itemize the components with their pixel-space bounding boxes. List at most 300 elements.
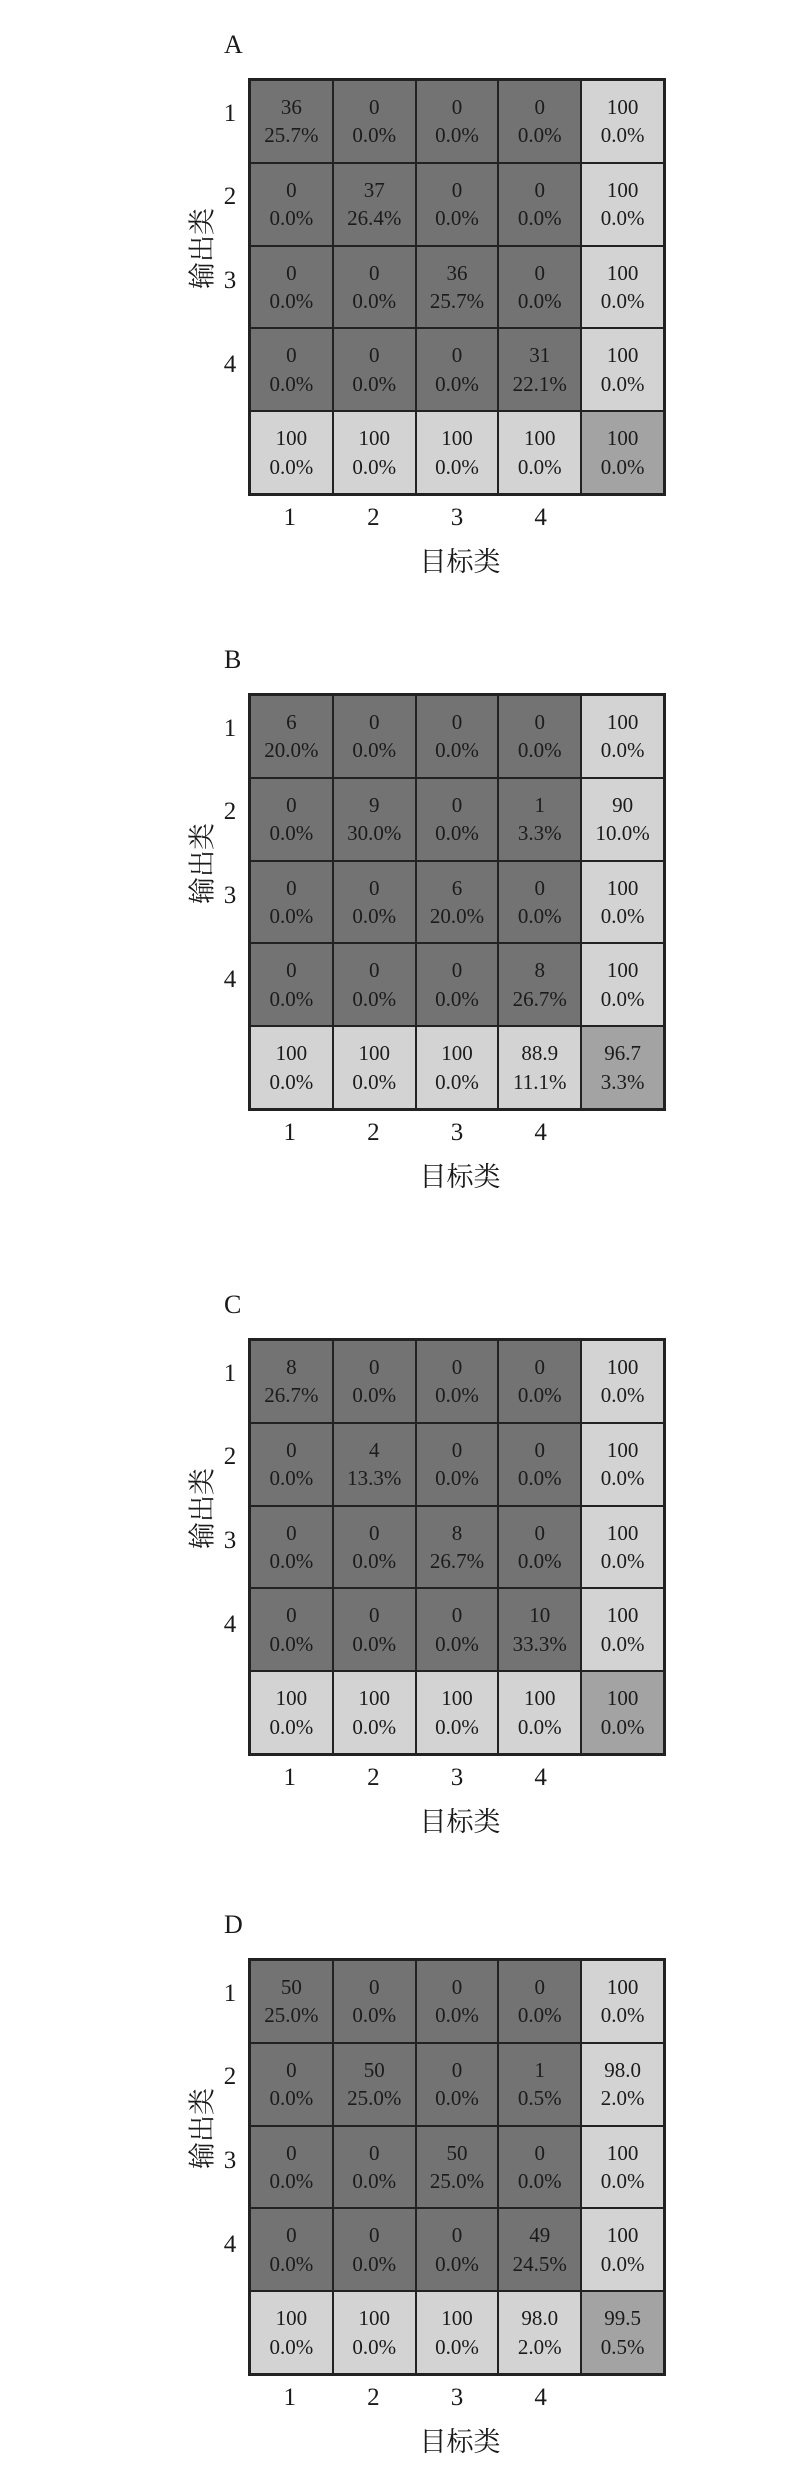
matrix-cell bbox=[416, 943, 499, 1026]
cell-percent: 22.1% bbox=[512, 371, 567, 396]
cell-percent: 0.0% bbox=[269, 206, 314, 231]
cell-percent: 0.0% bbox=[435, 2251, 479, 2276]
cell-percent: 0.0% bbox=[435, 1383, 479, 1408]
matrix-cell bbox=[333, 943, 416, 1026]
matrix-cell bbox=[581, 80, 664, 163]
cell-count: 100 bbox=[606, 1975, 639, 2000]
cell-percent: 0.0% bbox=[269, 986, 314, 1011]
matrix-cell bbox=[581, 246, 664, 329]
cell-count: 10 bbox=[529, 1603, 551, 1628]
cell-count: 4 bbox=[368, 1437, 380, 1462]
matrix-panel-c bbox=[0, 1290, 790, 1850]
cell-count: 100 bbox=[275, 1041, 308, 1066]
cell-percent: 0.0% bbox=[435, 371, 479, 396]
cell-count: 6 bbox=[286, 710, 297, 735]
cell-percent: 0.0% bbox=[269, 454, 314, 479]
cell-count: 0 bbox=[286, 2140, 297, 2165]
matrix-cell bbox=[416, 2043, 499, 2126]
cell-percent: 0.0% bbox=[269, 821, 314, 846]
matrix-cell bbox=[498, 861, 581, 944]
cell-count: 100 bbox=[358, 2306, 390, 2331]
confusion-matrix-grid bbox=[248, 78, 666, 496]
cell-percent: 0.0% bbox=[352, 903, 397, 928]
matrix-cell bbox=[250, 2291, 333, 2374]
cell-count: 1 bbox=[534, 792, 546, 817]
matrix-cell bbox=[498, 411, 581, 494]
cell-count: 100 bbox=[606, 1520, 639, 1545]
cell-percent: 0.0% bbox=[600, 2003, 645, 2028]
matrix-cell bbox=[333, 328, 416, 411]
matrix-cell bbox=[581, 778, 664, 861]
matrix-cell bbox=[250, 80, 333, 163]
matrix-cell bbox=[250, 1423, 333, 1506]
matrix-cell bbox=[416, 2208, 499, 2291]
cell-percent: 25.0% bbox=[429, 2168, 485, 2193]
cell-count: 31 bbox=[529, 343, 551, 368]
cell-percent: 0.0% bbox=[352, 2003, 397, 2028]
panel-letter: A bbox=[224, 30, 243, 59]
cell-percent: 0.0% bbox=[269, 1548, 314, 1573]
cell-count: 0 bbox=[451, 710, 463, 735]
cell-count: 96.7 bbox=[604, 1041, 641, 1066]
cell-percent: 26.7% bbox=[512, 986, 567, 1011]
cell-count: 100 bbox=[606, 343, 639, 368]
matrix-cell bbox=[581, 1588, 664, 1671]
cell-percent: 3.3% bbox=[600, 1069, 645, 1094]
cell-percent: 0.0% bbox=[352, 1714, 397, 1739]
matrix-cell bbox=[333, 695, 416, 778]
cell-percent: 0.0% bbox=[435, 1069, 479, 1094]
cell-count: 100 bbox=[441, 2306, 473, 2331]
cell-percent: 26.7% bbox=[264, 1383, 319, 1408]
cell-count: 90 bbox=[612, 792, 634, 817]
matrix-cell bbox=[250, 2126, 333, 2209]
cell-percent: 0.0% bbox=[600, 903, 645, 928]
row-tick-label: 2 bbox=[223, 183, 237, 211]
matrix-cell bbox=[416, 80, 499, 163]
cell-percent: 0.5% bbox=[517, 2086, 562, 2111]
cell-count: 0 bbox=[534, 1975, 546, 2000]
cell-percent: 0.0% bbox=[352, 123, 397, 148]
matrix-cell bbox=[498, 2291, 581, 2374]
cell-percent: 0.0% bbox=[517, 1714, 562, 1739]
cell-count: 100 bbox=[275, 2306, 308, 2331]
cell-count: 0 bbox=[451, 792, 463, 817]
cell-count: 0 bbox=[368, 1603, 380, 1628]
row-tick-label: 4 bbox=[223, 2230, 237, 2258]
col-tick-label: 2 bbox=[367, 1119, 380, 1146]
cell-count: 36 bbox=[280, 95, 302, 120]
cell-percent: 0.0% bbox=[517, 288, 562, 313]
matrix-cell bbox=[333, 2208, 416, 2291]
cell-count: 100 bbox=[441, 426, 473, 451]
matrix-cell bbox=[498, 695, 581, 778]
matrix-cell bbox=[581, 163, 664, 246]
matrix-cell bbox=[250, 163, 333, 246]
matrix-cell bbox=[250, 1671, 333, 1754]
cell-percent: 0.0% bbox=[517, 903, 562, 928]
row-tick-label: 4 bbox=[223, 1610, 237, 1638]
cell-count: 100 bbox=[358, 426, 390, 451]
matrix-cell bbox=[333, 1671, 416, 1754]
matrix-cell bbox=[416, 1960, 499, 2043]
cell-count: 0 bbox=[286, 177, 297, 202]
cell-count: 98.0 bbox=[604, 2057, 641, 2082]
cell-percent: 0.0% bbox=[352, 1069, 397, 1094]
cell-count: 100 bbox=[606, 875, 639, 900]
matrix-panel-a bbox=[0, 30, 790, 590]
cell-count: 100 bbox=[606, 1686, 639, 1711]
cell-percent: 0.0% bbox=[435, 2003, 479, 2028]
cell-count: 100 bbox=[606, 1355, 639, 1380]
cell-count: 100 bbox=[441, 1686, 473, 1711]
matrix-cell bbox=[581, 695, 664, 778]
y-axis-label: 输出类 bbox=[187, 823, 218, 905]
matrix-cell bbox=[333, 163, 416, 246]
matrix-cell bbox=[250, 1026, 333, 1109]
matrix-cell bbox=[498, 246, 581, 329]
cell-count: 0 bbox=[451, 1603, 463, 1628]
matrix-cell bbox=[498, 328, 581, 411]
cell-percent: 0.0% bbox=[600, 371, 645, 396]
cell-count: 0 bbox=[368, 2223, 380, 2248]
cell-count: 50 bbox=[446, 2140, 468, 2165]
col-tick-label: 1 bbox=[283, 2384, 297, 2411]
row-tick-label: 2 bbox=[223, 1443, 237, 1471]
matrix-cell bbox=[498, 80, 581, 163]
matrix-cell bbox=[250, 1340, 333, 1423]
matrix-cell bbox=[250, 1588, 333, 1671]
cell-count: 0 bbox=[534, 1437, 546, 1462]
matrix-cell bbox=[416, 1671, 499, 1754]
cell-percent: 0.0% bbox=[269, 288, 314, 313]
cell-count: 98.0 bbox=[521, 2306, 559, 2331]
cell-count: 0 bbox=[451, 2057, 463, 2082]
matrix-cell bbox=[498, 1506, 581, 1589]
cell-count: 100 bbox=[606, 2140, 639, 2165]
cell-count: 0 bbox=[286, 958, 297, 983]
cell-count: 88.9 bbox=[521, 1041, 559, 1066]
matrix-cell bbox=[498, 943, 581, 1026]
cell-count: 0 bbox=[286, 1603, 297, 1628]
cell-percent: 0.0% bbox=[600, 2168, 645, 2193]
cell-percent: 0.0% bbox=[269, 2168, 314, 2193]
cell-percent: 26.7% bbox=[429, 1548, 485, 1573]
matrix-cell bbox=[333, 2291, 416, 2374]
cell-count: 100 bbox=[606, 710, 639, 735]
col-tick-label: 1 bbox=[283, 1119, 297, 1146]
matrix-panel-b bbox=[0, 645, 790, 1205]
cell-percent: 0.0% bbox=[435, 821, 479, 846]
cell-count: 50 bbox=[280, 1975, 302, 2000]
confusion-matrix-grid bbox=[248, 1958, 666, 2376]
matrix-cell bbox=[581, 2291, 664, 2374]
cell-percent: 0.0% bbox=[435, 454, 479, 479]
cell-percent: 0.0% bbox=[517, 2003, 562, 2028]
matrix-cell bbox=[416, 1588, 499, 1671]
cell-count: 100 bbox=[358, 1041, 390, 1066]
row-tick-label: 3 bbox=[223, 267, 237, 294]
cell-percent: 0.0% bbox=[269, 903, 314, 928]
cell-percent: 0.0% bbox=[600, 986, 645, 1011]
cell-percent: 2.0% bbox=[600, 2086, 645, 2111]
matrix-panel-d bbox=[0, 1910, 790, 2470]
row-tick-label: 2 bbox=[223, 798, 237, 826]
matrix-cell bbox=[581, 2043, 664, 2126]
cell-count: 0 bbox=[534, 1355, 546, 1380]
cell-count: 0 bbox=[286, 792, 297, 817]
cell-count: 0 bbox=[286, 875, 297, 900]
cell-percent: 20.0% bbox=[429, 903, 485, 928]
cell-percent: 24.5% bbox=[512, 2251, 567, 2276]
cell-percent: 0.0% bbox=[352, 986, 397, 1011]
cell-count: 0 bbox=[534, 710, 546, 735]
cell-percent: 0.0% bbox=[352, 2251, 397, 2276]
row-tick-label: 3 bbox=[223, 1527, 237, 1554]
cell-count: 100 bbox=[606, 95, 639, 120]
matrix-cell bbox=[333, 411, 416, 494]
matrix-cell bbox=[333, 1588, 416, 1671]
cell-percent: 2.0% bbox=[517, 2334, 562, 2359]
col-tick-label: 4 bbox=[534, 1764, 547, 1791]
cell-percent: 0.0% bbox=[435, 2334, 479, 2359]
cell-percent: 26.4% bbox=[347, 206, 402, 231]
cell-count: 0 bbox=[451, 958, 463, 983]
cell-count: 0 bbox=[368, 260, 380, 285]
matrix-cell bbox=[581, 411, 664, 494]
matrix-cell bbox=[333, 246, 416, 329]
cell-percent: 0.0% bbox=[352, 371, 397, 396]
cell-count: 100 bbox=[606, 260, 639, 285]
cell-percent: 0.0% bbox=[435, 206, 479, 231]
col-tick-label: 2 bbox=[367, 1764, 380, 1791]
cell-count: 0 bbox=[286, 343, 297, 368]
cell-count: 6 bbox=[451, 875, 463, 900]
cell-percent: 0.0% bbox=[269, 1631, 314, 1656]
cell-percent: 0.0% bbox=[600, 206, 645, 231]
cell-count: 0 bbox=[534, 95, 546, 120]
matrix-cell bbox=[333, 778, 416, 861]
cell-count: 0 bbox=[368, 710, 380, 735]
cell-percent: 0.0% bbox=[600, 454, 645, 479]
matrix-cell bbox=[416, 246, 499, 329]
cell-count: 0 bbox=[286, 1520, 297, 1545]
cell-percent: 0.0% bbox=[435, 986, 479, 1011]
cell-percent: 0.0% bbox=[517, 1466, 562, 1491]
matrix-cell bbox=[416, 1340, 499, 1423]
cell-count: 0 bbox=[368, 95, 380, 120]
cell-percent: 33.3% bbox=[512, 1631, 567, 1656]
cell-count: 0 bbox=[368, 1355, 380, 1380]
cell-percent: 25.7% bbox=[264, 123, 319, 148]
matrix-cell bbox=[581, 861, 664, 944]
matrix-cell bbox=[581, 328, 664, 411]
cell-percent: 25.0% bbox=[264, 2003, 319, 2028]
matrix-cell bbox=[333, 2043, 416, 2126]
cell-percent: 0.0% bbox=[600, 1631, 645, 1656]
matrix-cell bbox=[250, 2043, 333, 2126]
cell-count: 8 bbox=[534, 958, 546, 983]
col-tick-label: 4 bbox=[534, 504, 547, 531]
cell-count: 0 bbox=[451, 343, 463, 368]
cell-count: 99.5 bbox=[604, 2306, 641, 2331]
cell-count: 0 bbox=[451, 2223, 463, 2248]
cell-percent: 0.0% bbox=[600, 288, 645, 313]
cell-percent: 0.0% bbox=[600, 1548, 645, 1573]
matrix-cell bbox=[498, 2208, 581, 2291]
matrix-cell bbox=[498, 2126, 581, 2209]
cell-count: 0 bbox=[451, 95, 463, 120]
matrix-cell bbox=[498, 163, 581, 246]
row-tick-label: 1 bbox=[223, 714, 237, 742]
cell-percent: 0.0% bbox=[352, 288, 397, 313]
cell-count: 100 bbox=[606, 177, 639, 202]
cell-count: 100 bbox=[606, 426, 639, 451]
cell-count: 100 bbox=[524, 1686, 556, 1711]
matrix-cell bbox=[416, 695, 499, 778]
row-tick-label: 3 bbox=[223, 882, 237, 909]
row-tick-label: 1 bbox=[223, 99, 237, 127]
cell-count: 0 bbox=[368, 343, 380, 368]
confusion-matrix-grid bbox=[248, 1338, 666, 1756]
cell-percent: 0.0% bbox=[600, 2251, 645, 2276]
cell-count: 100 bbox=[606, 2223, 639, 2248]
y-axis-label: 输出类 bbox=[187, 2088, 218, 2170]
matrix-cell bbox=[416, 778, 499, 861]
cell-percent: 0.0% bbox=[517, 738, 562, 763]
x-axis-label: 目标类 bbox=[419, 1807, 501, 1837]
col-tick-label: 2 bbox=[367, 2384, 380, 2411]
cell-count: 49 bbox=[529, 2223, 551, 2248]
cell-percent: 0.0% bbox=[600, 1466, 645, 1491]
cell-percent: 0.0% bbox=[352, 454, 397, 479]
col-tick-label: 3 bbox=[450, 1119, 464, 1146]
cell-percent: 0.0% bbox=[600, 738, 645, 763]
cell-percent: 0.0% bbox=[435, 2086, 479, 2111]
row-tick-label: 1 bbox=[223, 1359, 237, 1387]
cell-count: 0 bbox=[451, 1975, 463, 2000]
cell-percent: 0.0% bbox=[517, 1548, 562, 1573]
panel-letter: C bbox=[224, 1290, 242, 1319]
cell-count: 100 bbox=[275, 426, 308, 451]
row-tick-label: 4 bbox=[223, 965, 237, 993]
cell-percent: 0.0% bbox=[352, 1383, 397, 1408]
matrix-cell bbox=[333, 1423, 416, 1506]
cell-count: 0 bbox=[286, 1437, 297, 1462]
cell-percent: 0.0% bbox=[600, 1714, 645, 1739]
cell-percent: 0.0% bbox=[352, 2334, 397, 2359]
cell-percent: 0.0% bbox=[517, 2168, 562, 2193]
y-axis-label: 输出类 bbox=[187, 1468, 218, 1550]
matrix-cell bbox=[250, 2208, 333, 2291]
matrix-cell bbox=[416, 2291, 499, 2374]
cell-count: 8 bbox=[286, 1355, 297, 1380]
row-tick-label: 4 bbox=[223, 350, 237, 378]
matrix-cell bbox=[498, 778, 581, 861]
matrix-cell bbox=[416, 411, 499, 494]
cell-percent: 0.0% bbox=[517, 123, 562, 148]
matrix-cell bbox=[250, 1960, 333, 2043]
col-tick-label: 1 bbox=[283, 1764, 297, 1791]
cell-count: 100 bbox=[441, 1041, 473, 1066]
matrix-cell bbox=[498, 1960, 581, 2043]
matrix-cell bbox=[416, 861, 499, 944]
matrix-cell bbox=[581, 1340, 664, 1423]
cell-percent: 30.0% bbox=[347, 821, 402, 846]
matrix-cell bbox=[498, 1588, 581, 1671]
col-tick-label: 3 bbox=[450, 1764, 464, 1791]
cell-percent: 0.0% bbox=[435, 1714, 479, 1739]
cell-count: 100 bbox=[275, 1686, 308, 1711]
cell-percent: 0.0% bbox=[435, 738, 479, 763]
matrix-cell bbox=[581, 1671, 664, 1754]
x-axis-label: 目标类 bbox=[419, 1162, 501, 1192]
matrix-cell bbox=[581, 1026, 664, 1109]
cell-count: 0 bbox=[368, 875, 380, 900]
cell-percent: 0.0% bbox=[352, 1631, 397, 1656]
matrix-cell bbox=[498, 1423, 581, 1506]
matrix-cell bbox=[250, 861, 333, 944]
matrix-cell bbox=[250, 1506, 333, 1589]
cell-count: 100 bbox=[524, 426, 556, 451]
matrix-cell bbox=[250, 943, 333, 1026]
cell-count: 1 bbox=[534, 2057, 546, 2082]
matrix-cell bbox=[250, 411, 333, 494]
matrix-cell bbox=[333, 1506, 416, 1589]
cell-percent: 11.1% bbox=[513, 1069, 567, 1094]
cell-percent: 0.0% bbox=[352, 738, 397, 763]
cell-count: 100 bbox=[606, 1603, 639, 1628]
cell-count: 100 bbox=[606, 1437, 639, 1462]
cell-percent: 0.0% bbox=[600, 1383, 645, 1408]
matrix-cell bbox=[416, 1506, 499, 1589]
matrix-cell bbox=[416, 328, 499, 411]
cell-percent: 0.0% bbox=[269, 1069, 314, 1094]
cell-count: 100 bbox=[358, 1686, 390, 1711]
row-tick-label: 3 bbox=[223, 2147, 237, 2174]
matrix-cell bbox=[333, 1960, 416, 2043]
cell-count: 0 bbox=[451, 1355, 463, 1380]
matrix-cell bbox=[581, 1423, 664, 1506]
cell-count: 0 bbox=[534, 177, 546, 202]
matrix-cell bbox=[498, 2043, 581, 2126]
cell-percent: 25.7% bbox=[429, 288, 485, 313]
cell-count: 0 bbox=[451, 177, 463, 202]
cell-percent: 0.0% bbox=[269, 1466, 314, 1491]
x-axis-label: 目标类 bbox=[419, 547, 501, 577]
cell-count: 50 bbox=[363, 2057, 385, 2082]
cell-percent: 0.0% bbox=[352, 1548, 397, 1573]
col-tick-label: 3 bbox=[450, 2384, 464, 2411]
cell-percent: 0.0% bbox=[517, 454, 562, 479]
matrix-cell bbox=[333, 861, 416, 944]
matrix-cell bbox=[416, 2126, 499, 2209]
cell-percent: 0.0% bbox=[269, 371, 314, 396]
confusion-matrix-grid bbox=[248, 693, 666, 1111]
cell-percent: 0.0% bbox=[352, 2168, 397, 2193]
cell-percent: 0.5% bbox=[600, 2334, 645, 2359]
cell-percent: 0.0% bbox=[600, 123, 645, 148]
matrix-cell bbox=[333, 1026, 416, 1109]
matrix-cell bbox=[250, 778, 333, 861]
matrix-cell bbox=[498, 1026, 581, 1109]
cell-percent: 0.0% bbox=[517, 206, 562, 231]
matrix-cell bbox=[581, 2126, 664, 2209]
panel-letter: D bbox=[224, 1910, 243, 1939]
matrix-cell bbox=[250, 695, 333, 778]
matrix-cell bbox=[581, 2208, 664, 2291]
cell-percent: 13.3% bbox=[347, 1466, 402, 1491]
